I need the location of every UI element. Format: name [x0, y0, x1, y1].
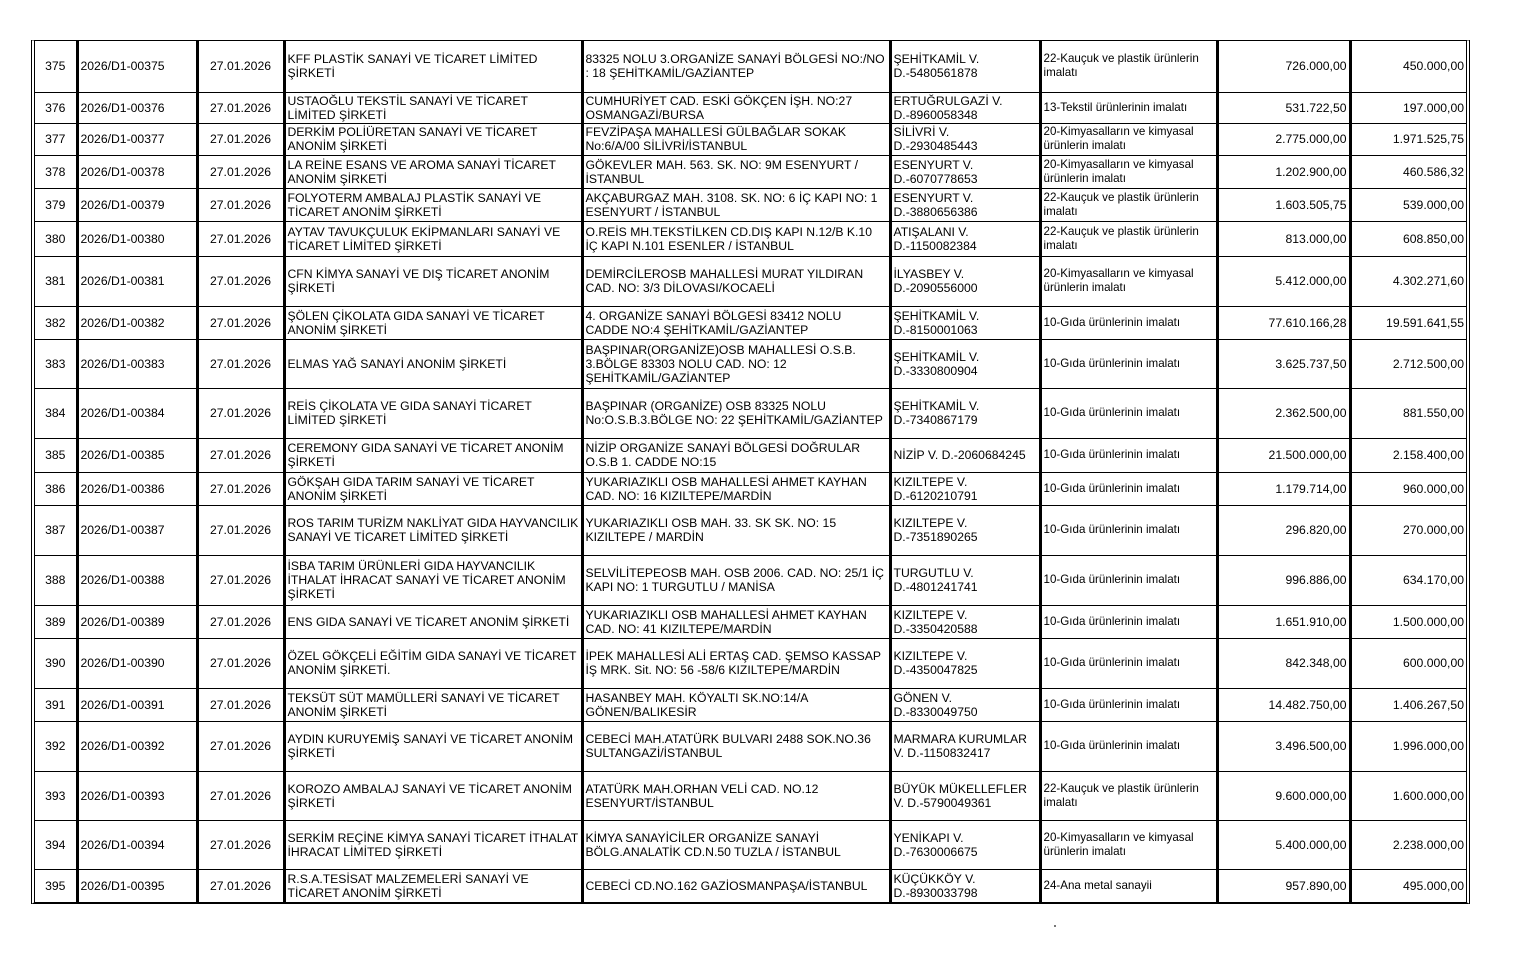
tax-office-number-cell: ŞEHİTKAMİL V. D.-7340867179 — [890, 388, 1040, 438]
investment-amount-cell: 296.820,00 — [1217, 505, 1350, 555]
company-address-cell: SELVİLİTEPEOSB MAH. OSB 2006. CAD. NO: 25/1 İÇ KAPI NO: 1 TURGUTLU / MANİSA — [582, 555, 890, 605]
company-name-cell: İSBA TARIM ÜRÜNLERİ GIDA HAYVANCILIK İTHALAT İHRACAT SANAYİ VE TİCARET ANONİM ŞİRKETİ — [284, 555, 582, 605]
company-address-cell: DEMİRCİLEROSB MAHALLESİ MURAT YILDIRAN CAD. NO: 3/3 DİLOVASI/KOCAELİ — [582, 256, 890, 306]
investment-amount-cell: 531.722,50 — [1217, 92, 1350, 123]
issue-date-cell: 27.01.2026 — [197, 155, 284, 188]
company-name-cell: KFF PLASTİK SANAYİ VE TİCARET LİMİTED ŞİRKETİ — [284, 41, 582, 92]
issue-date-cell: 27.01.2026 — [197, 41, 284, 92]
company-name-cell: DERKİM POLİÜRETAN SANAYİ VE TİCARET ANONİM ŞİRKETİ — [284, 123, 582, 155]
document-number-cell: 2026/D1-00390 — [77, 638, 197, 688]
support-amount-cell: 600.000,00 — [1350, 638, 1466, 688]
document-number-cell: 2026/D1-00391 — [77, 688, 197, 721]
sector-cell: 22-Kauçuk ve plastik ürünlerin imalatı — [1040, 771, 1217, 820]
document-number-cell: 2026/D1-00378 — [77, 155, 197, 188]
company-name-cell: KOROZO AMBALAJ SANAYİ VE TİCARET ANONİM ŞİRKETİ — [284, 771, 582, 820]
investment-amount-cell: 77.610.166,28 — [1217, 306, 1350, 339]
table-row — [35, 869, 1466, 902]
table-row — [35, 155, 1466, 188]
investment-amount-cell: 1.651.910,00 — [1217, 605, 1350, 638]
tax-office-number-cell: ŞEHİTKAMİL V. D.-3330800904 — [890, 339, 1040, 388]
row-number-cell: 385 — [35, 438, 77, 472]
company-address-cell: GÖKEVLER MAH. 563. SK. NO: 9M ESENYURT / İSTANBUL — [582, 155, 890, 188]
document-number-cell: 2026/D1-00381 — [77, 256, 197, 306]
table-row — [35, 638, 1466, 688]
support-amount-cell: 539.000,00 — [1350, 188, 1466, 221]
row-number-cell: 394 — [35, 820, 77, 869]
company-name-cell: SERKİM REÇİNE KİMYA SANAYİ TİCARET İTHALAT İHRACAT LİMİTED ŞİRKETİ — [284, 820, 582, 869]
tax-office-number-cell: ESENYURT V. D.-6070778653 — [890, 155, 1040, 188]
issue-date-cell: 27.01.2026 — [197, 505, 284, 555]
table-row — [35, 438, 1466, 472]
support-amount-cell: 2.712.500,00 — [1350, 339, 1466, 388]
document-number-cell: 2026/D1-00376 — [77, 92, 197, 123]
investment-amount-cell: 2.775.000,00 — [1217, 123, 1350, 155]
company-name-cell: CEREMONY GIDA SANAYİ VE TİCARET ANONİM ŞİRKETİ — [284, 438, 582, 472]
row-number-cell: 388 — [35, 555, 77, 605]
company-name-cell: ROS TARIM TURİZM NAKLİYAT GIDA HAYVANCILIK SANAYİ VE TİCARET LİMİTED ŞİRKETİ — [284, 505, 582, 555]
issue-date-cell: 27.01.2026 — [197, 721, 284, 771]
support-amount-cell: 19.591.641,55 — [1350, 306, 1466, 339]
issue-date-cell: 27.01.2026 — [197, 438, 284, 472]
table-row — [35, 771, 1466, 820]
row-number-cell: 378 — [35, 155, 77, 188]
sector-cell: 22-Kauçuk ve plastik ürünlerin imalatı — [1040, 41, 1217, 92]
company-name-cell: ÖZEL GÖKÇELİ EĞİTİM GIDA SANAYİ VE TİCARET ANONİM ŞİRKETİ. — [284, 638, 582, 688]
tax-office-number-cell: SİLİVRİ V. D.-2930485443 — [890, 123, 1040, 155]
sector-cell: 10-Gıda ürünlerinin imalatı — [1040, 505, 1217, 555]
document-number-cell: 2026/D1-00387 — [77, 505, 197, 555]
row-number-cell: 389 — [35, 605, 77, 638]
sector-cell: 10-Gıda ürünlerinin imalatı — [1040, 605, 1217, 638]
issue-date-cell: 27.01.2026 — [197, 339, 284, 388]
support-amount-cell: 197.000,00 — [1350, 92, 1466, 123]
company-name-cell: ENS GIDA SANAYİ VE TİCARET ANONİM ŞİRKETİ — [284, 605, 582, 638]
issue-date-cell: 27.01.2026 — [197, 638, 284, 688]
sector-cell: 20-Kimyasalların ve kimyasal ürünlerin imalatı — [1040, 256, 1217, 306]
document-number-cell: 2026/D1-00380 — [77, 221, 197, 256]
row-number-cell: 380 — [35, 221, 77, 256]
row-number-cell: 377 — [35, 123, 77, 155]
tax-office-number-cell: YENİKAPI V. D.-7630006675 — [890, 820, 1040, 869]
support-amount-cell: 1.500.000,00 — [1350, 605, 1466, 638]
document-number-cell: 2026/D1-00382 — [77, 306, 197, 339]
tax-office-number-cell: ATIŞALANI V. D.-1150082384 — [890, 221, 1040, 256]
company-name-cell: R.S.A.TESİSAT MALZEMELERİ SANAYİ VE TİCARET ANONİM ŞİRKETİ — [284, 869, 582, 902]
company-name-cell: ELMAS YAĞ SANAYİ ANONİM ŞİRKETİ — [284, 339, 582, 388]
row-number-cell: 379 — [35, 188, 77, 221]
certificate-table — [35, 41, 1466, 902]
company-address-cell: 83325 NOLU 3.ORGANİZE SANAYİ BÖLGESİ NO:/NO : 18 ŞEHİTKAMİL/GAZİANTEP — [582, 41, 890, 92]
table-row — [35, 256, 1466, 306]
issue-date-cell: 27.01.2026 — [197, 256, 284, 306]
table-row — [35, 339, 1466, 388]
table-row — [35, 505, 1466, 555]
company-address-cell: CEBECİ MAH.ATATÜRK BULVARI 2488 SOK.NO.36 SULTANGAZİ/İSTANBUL — [582, 721, 890, 771]
investment-amount-cell: 14.482.750,00 — [1217, 688, 1350, 721]
issue-date-cell: 27.01.2026 — [197, 188, 284, 221]
support-amount-cell: 1.600.000,00 — [1350, 771, 1466, 820]
row-number-cell: 375 — [35, 41, 77, 92]
investment-amount-cell: 842.348,00 — [1217, 638, 1350, 688]
document-number-cell: 2026/D1-00383 — [77, 339, 197, 388]
incentive-certificate-table — [31, 40, 1470, 904]
company-address-cell: 4. ORGANİZE SANAYİ BÖLGESİ 83412 NOLU CADDE NO:4 ŞEHİTKAMİL/GAZİANTEP — [582, 306, 890, 339]
sector-cell: 10-Gıda ürünlerinin imalatı — [1040, 472, 1217, 505]
company-name-cell: LA REİNE ESANS VE AROMA SANAYİ TİCARET ANONİM ŞİRKETİ — [284, 155, 582, 188]
company-address-cell: YUKARIAZIKLI OSB MAHALLESİ AHMET KAYHAN CAD. NO: 41 KIZILTEPE/MARDİN — [582, 605, 890, 638]
table-row — [35, 41, 1466, 92]
table-row — [35, 605, 1466, 638]
company-address-cell: CEBECİ CD.NO.162 GAZİOSMANPAŞA/İSTANBUL — [582, 869, 890, 902]
investment-amount-cell: 957.890,00 — [1217, 869, 1350, 902]
investment-amount-cell: 1.603.505,75 — [1217, 188, 1350, 221]
investment-amount-cell: 5.400.000,00 — [1217, 820, 1350, 869]
issue-date-cell: 27.01.2026 — [197, 472, 284, 505]
sector-cell: 10-Gıda ürünlerinin imalatı — [1040, 306, 1217, 339]
table-row — [35, 92, 1466, 123]
issue-date-cell: 27.01.2026 — [197, 221, 284, 256]
row-number-cell: 387 — [35, 505, 77, 555]
document-number-cell: 2026/D1-00394 — [77, 820, 197, 869]
support-amount-cell: 450.000,00 — [1350, 41, 1466, 92]
table-row — [35, 123, 1466, 155]
document-number-cell: 2026/D1-00389 — [77, 605, 197, 638]
company-address-cell: AKÇABURGAZ MAH. 3108. SK. NO: 6 İÇ KAPI NO: 1 ESENYURT / İSTANBUL — [582, 188, 890, 221]
company-address-cell: KİMYA SANAYİCİLER ORGANİZE SANAYİ BÖLG.ANALATİK CD.N.50 TUZLA / İSTANBUL — [582, 820, 890, 869]
document-number-cell: 2026/D1-00384 — [77, 388, 197, 438]
document-number-cell: 2026/D1-00385 — [77, 438, 197, 472]
company-name-cell: REİS ÇİKOLATA VE GIDA SANAYİ TİCARET LİMİTED ŞİRKETİ — [284, 388, 582, 438]
company-address-cell: İPEK MAHALLESİ ALİ ERTAŞ CAD. ŞEMSO KASSAP İŞ MRK. Sit. NO: 56 -58/6 KIZILTEPE/MARDİN — [582, 638, 890, 688]
company-name-cell: AYTAV TAVUKÇULUK EKİPMANLARI SANAYİ VE TİCARET LİMİTED ŞİRKETİ — [284, 221, 582, 256]
tax-office-number-cell: KIZILTEPE V. D.-6120210791 — [890, 472, 1040, 505]
support-amount-cell: 881.550,00 — [1350, 388, 1466, 438]
investment-amount-cell: 5.412.000,00 — [1217, 256, 1350, 306]
investment-amount-cell: 3.496.500,00 — [1217, 721, 1350, 771]
support-amount-cell: 1.996.000,00 — [1350, 721, 1466, 771]
company-name-cell: USTAOĞLU TEKSTİL SANAYİ VE TİCARET LİMİTED ŞİRKETİ — [284, 92, 582, 123]
table-row — [35, 721, 1466, 771]
tax-office-number-cell: KIZILTEPE V. D.-7351890265 — [890, 505, 1040, 555]
table-row — [35, 221, 1466, 256]
row-number-cell: 391 — [35, 688, 77, 721]
table-body — [35, 41, 1466, 902]
row-number-cell: 395 — [35, 869, 77, 902]
issue-date-cell: 27.01.2026 — [197, 123, 284, 155]
investment-amount-cell: 726.000,00 — [1217, 41, 1350, 92]
company-name-cell: GÖKŞAH GIDA TARIM SANAYİ VE TİCARET ANONİM ŞİRKETİ — [284, 472, 582, 505]
tax-office-number-cell: İLYASBEY V. D.-2090556000 — [890, 256, 1040, 306]
company-address-cell: O.REİS MH.TEKSTİLKEN CD.DIŞ KAPI N.12/B K.10 İÇ KAPI N.101 ESENLER / İSTANBUL — [582, 221, 890, 256]
tax-office-number-cell: ERTUĞRULGAZİ V. D.-8960058348 — [890, 92, 1040, 123]
issue-date-cell: 27.01.2026 — [197, 605, 284, 638]
row-number-cell: 392 — [35, 721, 77, 771]
sector-cell: 10-Gıda ürünlerinin imalatı — [1040, 339, 1217, 388]
tax-office-number-cell: ŞEHİTKAMİL V. D.-8150001063 — [890, 306, 1040, 339]
support-amount-cell: 2.158.400,00 — [1350, 438, 1466, 472]
investment-amount-cell: 996.886,00 — [1217, 555, 1350, 605]
tax-office-number-cell: KIZILTEPE V. D.-4350047825 — [890, 638, 1040, 688]
document-number-cell: 2026/D1-00395 — [77, 869, 197, 902]
sector-cell: 20-Kimyasalların ve kimyasal ürünlerin imalatı — [1040, 155, 1217, 188]
company-address-cell: HASANBEY MAH. KÖYALTI SK.NO:14/A GÖNEN/BALIKESİR — [582, 688, 890, 721]
table-row — [35, 388, 1466, 438]
support-amount-cell: 2.238.000,00 — [1350, 820, 1466, 869]
investment-amount-cell: 3.625.737,50 — [1217, 339, 1350, 388]
document-number-cell: 2026/D1-00375 — [77, 41, 197, 92]
document-number-cell: 2026/D1-00386 — [77, 472, 197, 505]
tax-office-number-cell: ŞEHİTKAMİL V. D.-5480561878 — [890, 41, 1040, 92]
row-number-cell: 384 — [35, 388, 77, 438]
row-number-cell: 393 — [35, 771, 77, 820]
issue-date-cell: 27.01.2026 — [197, 388, 284, 438]
company-name-cell: ŞÖLEN ÇİKOLATA GIDA SANAYİ VE TİCARET ANONİM ŞİRKETİ — [284, 306, 582, 339]
company-name-cell: TEKSÜT SÜT MAMÜLLERİ SANAYİ VE TİCARET ANONİM ŞİRKETİ — [284, 688, 582, 721]
sector-cell: 10-Gıda ürünlerinin imalatı — [1040, 721, 1217, 771]
tax-office-number-cell: KIZILTEPE V. D.-3350420588 — [890, 605, 1040, 638]
sector-cell: 13-Tekstil ürünlerinin imalatı — [1040, 92, 1217, 123]
document-number-cell: 2026/D1-00379 — [77, 188, 197, 221]
company-address-cell: BAŞPINAR(ORGANİZE)OSB MAHALLESİ O.S.B. 3.BÖLGE 83303 NOLU CAD. NO: 12 ŞEHİTKAMİL/GAZİANTEP — [582, 339, 890, 388]
company-address-cell: ATATÜRK MAH.ORHAN VELİ CAD. NO.12 ESENYURT/İSTANBUL — [582, 771, 890, 820]
investment-amount-cell: 9.600.000,00 — [1217, 771, 1350, 820]
row-number-cell: 382 — [35, 306, 77, 339]
support-amount-cell: 608.850,00 — [1350, 221, 1466, 256]
row-number-cell: 383 — [35, 339, 77, 388]
sector-cell: 10-Gıda ürünlerinin imalatı — [1040, 688, 1217, 721]
table-row — [35, 472, 1466, 505]
table-row — [35, 555, 1466, 605]
support-amount-cell: 960.000,00 — [1350, 472, 1466, 505]
support-amount-cell: 1.971.525,75 — [1350, 123, 1466, 155]
support-amount-cell: 460.586,32 — [1350, 155, 1466, 188]
issue-date-cell: 27.01.2026 — [197, 306, 284, 339]
support-amount-cell: 4.302.271,60 — [1350, 256, 1466, 306]
sector-cell: 24-Ana metal sanayii — [1040, 869, 1217, 902]
sector-cell: 10-Gıda ürünlerinin imalatı — [1040, 555, 1217, 605]
sector-cell: 20-Kimyasalların ve kimyasal ürünlerin imalatı — [1040, 820, 1217, 869]
investment-amount-cell: 2.362.500,00 — [1217, 388, 1350, 438]
tax-office-number-cell: GÖNEN V. D.-8330049750 — [890, 688, 1040, 721]
company-address-cell: BAŞPINAR (ORGANİZE) OSB 83325 NOLU No:O.S.B.3.BÖLGE NO: 22 ŞEHİTKAMİL/GAZİANTEP — [582, 388, 890, 438]
support-amount-cell: 634.170,00 — [1350, 555, 1466, 605]
support-amount-cell: 495.000,00 — [1350, 869, 1466, 902]
company-address-cell: CUMHURİYET CAD. ESKİ GÖKÇEN İŞH. NO:27 OSMANGAZİ/BURSA — [582, 92, 890, 123]
company-address-cell: NİZİP ORGANİZE SANAYİ BÖLGESİ DOĞRULAR O.S.B 1. CADDE NO:15 — [582, 438, 890, 472]
table-row — [35, 188, 1466, 221]
investment-amount-cell: 813.000,00 — [1217, 221, 1350, 256]
investment-amount-cell: 21.500.000,00 — [1217, 438, 1350, 472]
sector-cell: 22-Kauçuk ve plastik ürünlerin imalatı — [1040, 221, 1217, 256]
row-number-cell: 386 — [35, 472, 77, 505]
table-row — [35, 688, 1466, 721]
document-number-cell: 2026/D1-00377 — [77, 123, 197, 155]
company-address-cell: FEVZİPAŞA MAHALLESİ GÜLBAĞLAR SOKAK No:6/A/00 SİLİVRİ/İSTANBUL — [582, 123, 890, 155]
sector-cell: 10-Gıda ürünlerinin imalatı — [1040, 638, 1217, 688]
support-amount-cell: 270.000,00 — [1350, 505, 1466, 555]
sector-cell: 20-Kimyasalların ve kimyasal ürünlerin imalatı — [1040, 123, 1217, 155]
tax-office-number-cell: ESENYURT V. D.-3880656386 — [890, 188, 1040, 221]
table-row — [35, 306, 1466, 339]
tax-office-number-cell: BÜYÜK MÜKELLEFLER V. D.-5790049361 — [890, 771, 1040, 820]
sector-cell: 22-Kauçuk ve plastik ürünlerin imalatı — [1040, 188, 1217, 221]
issue-date-cell: 27.01.2026 — [197, 92, 284, 123]
row-number-cell: 376 — [35, 92, 77, 123]
company-address-cell: YUKARIAZIKLI OSB MAHALLESİ AHMET KAYHAN CAD. NO: 16 KIZILTEPE/MARDİN — [582, 472, 890, 505]
issue-date-cell: 27.01.2026 — [197, 771, 284, 820]
issue-date-cell: 27.01.2026 — [197, 820, 284, 869]
issue-date-cell: 27.01.2026 — [197, 555, 284, 605]
document-number-cell: 2026/D1-00388 — [77, 555, 197, 605]
row-number-cell: 390 — [35, 638, 77, 688]
document-number-cell: 2026/D1-00392 — [77, 721, 197, 771]
scan-speck — [1054, 925, 1056, 927]
issue-date-cell: 27.01.2026 — [197, 869, 284, 902]
investment-amount-cell: 1.179.714,00 — [1217, 472, 1350, 505]
issue-date-cell: 27.01.2026 — [197, 688, 284, 721]
table-row — [35, 820, 1466, 869]
row-number-cell: 381 — [35, 256, 77, 306]
tax-office-number-cell: KÜÇÜKKÖY V. D.-8930033798 — [890, 869, 1040, 902]
company-address-cell: YUKARIAZIKLI OSB MAH. 33. SK SK. NO: 15 KIZILTEPE / MARDİN — [582, 505, 890, 555]
support-amount-cell: 1.406.267,50 — [1350, 688, 1466, 721]
tax-office-number-cell: NİZİP V. D.-2060684245 — [890, 438, 1040, 472]
company-name-cell: CFN KİMYA SANAYİ VE DIŞ TİCARET ANONİM ŞİRKETİ — [284, 256, 582, 306]
tax-office-number-cell: TURGUTLU V. D.-4801241741 — [890, 555, 1040, 605]
sector-cell: 10-Gıda ürünlerinin imalatı — [1040, 388, 1217, 438]
tax-office-number-cell: MARMARA KURUMLAR V. D.-1150832417 — [890, 721, 1040, 771]
investment-amount-cell: 1.202.900,00 — [1217, 155, 1350, 188]
document-number-cell: 2026/D1-00393 — [77, 771, 197, 820]
company-name-cell: AYDIN KURUYEMİŞ SANAYİ VE TİCARET ANONİM ŞİRKETİ — [284, 721, 582, 771]
company-name-cell: FOLYOTERM AMBALAJ PLASTİK SANAYİ VE TİCARET ANONİM ŞİRKETİ — [284, 188, 582, 221]
sector-cell: 10-Gıda ürünlerinin imalatı — [1040, 438, 1217, 472]
